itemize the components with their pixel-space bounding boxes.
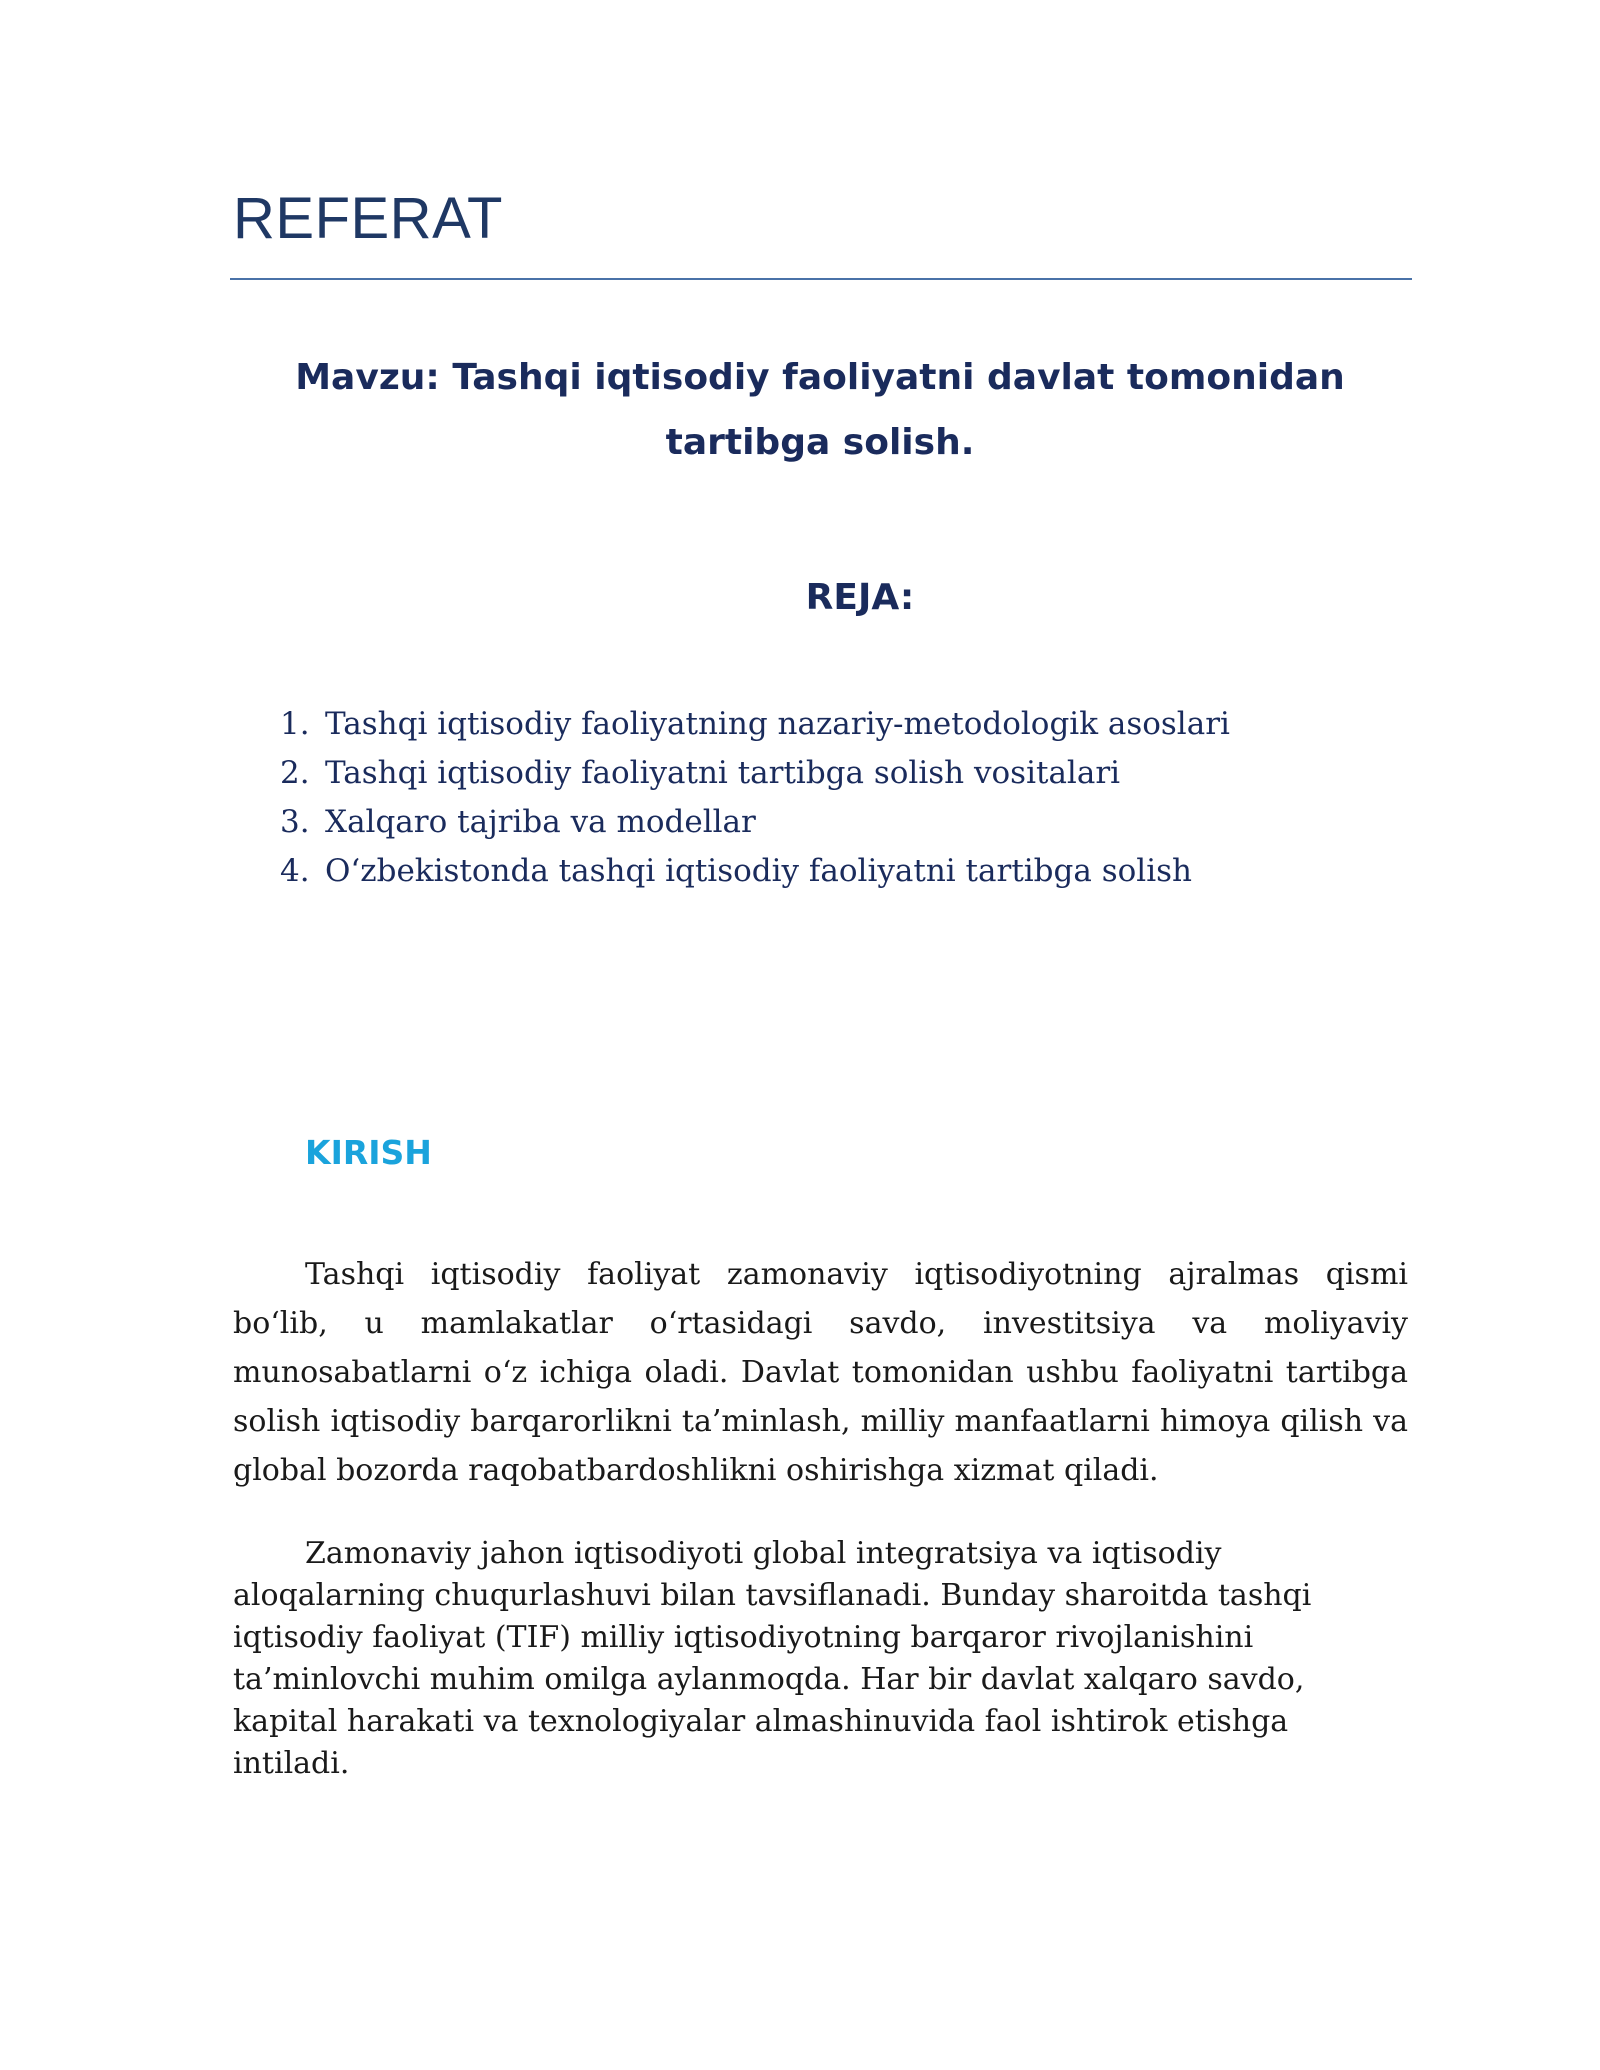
plan-item-number: 2. — [280, 755, 310, 791]
title-underline-rule — [230, 278, 1412, 280]
topic-heading — [260, 345, 1380, 475]
intro-paragraph-1: Tashqi iqtisodiy faoliyat zamonaviy iqtisodiyotning ajralmas qismi bo‘lib, u mamlakatlar o‘rtasidagi savdo, investitsiya va moliyaviy munosabatlarni o‘z ichiga oladi. Davlat tomonidan ushbu faoliyatni tartibga solish iqtisodiy barqarorlikni ta’minlash, milliy manfaatlarni himoya qilish va global bozorda raqobatbardoshlikni oshirishga xizmat qiladi. — [233, 1257, 1408, 1488]
plan-item-text: O‘zbekistonda tashqi iqtisodiy faoliyatni tartibga solish — [325, 853, 1192, 889]
intro-heading: KIRISH — [305, 1133, 432, 1172]
paragraph-line: aloqalarning chuqurlashuvi bilan tavsiflanadi. Bunday sharoitda tashqi — [233, 1578, 1312, 1613]
plan-item — [280, 847, 1230, 896]
intro-paragraph-2 — [233, 1533, 1408, 1785]
plan-item-text: Tashqi iqtisodiy faoliyatni tartibga solish vositalari — [325, 755, 1121, 791]
plan-item-text: Xalqaro tajriba va modellar — [325, 804, 756, 840]
paragraph-line: intiladi. — [233, 1746, 350, 1781]
paragraph-line: kapital harakati va texnologiyalar almashinuvida faol ishtirok etishga — [233, 1704, 1289, 1739]
plan-item-number: 3. — [280, 804, 310, 840]
plan-item-number: 1. — [280, 706, 310, 742]
paragraph-line: iqtisodiy faoliyat (TIF) milliy iqtisodiyotning barqaror rivojlanishini — [233, 1620, 1254, 1655]
paragraph-line: ta’minlovchi muhim omilga aylanmoqda. Har bir davlat xalqaro savdo, — [233, 1662, 1305, 1697]
paragraph-line: Zamonaviy jahon iqtisodiyoti global integratsiya va iqtisodiy — [305, 1536, 1222, 1571]
plan-item-number: 4. — [280, 853, 310, 889]
topic-line-1: Mavzu: Tashqi iqtisodiy faoliyatni davlat tomonidan — [295, 357, 1345, 398]
plan-item-text: Tashqi iqtisodiy faoliyatning nazariy-metodologik asoslari — [325, 706, 1230, 742]
topic-line-2: tartibga solish. — [665, 422, 975, 463]
plan-item — [280, 700, 1230, 749]
document-title: REFERAT — [233, 186, 503, 251]
plan-item — [280, 798, 1230, 847]
plan-item — [280, 749, 1230, 798]
plan-list — [280, 700, 1230, 896]
plan-heading: REJA: — [805, 577, 915, 618]
